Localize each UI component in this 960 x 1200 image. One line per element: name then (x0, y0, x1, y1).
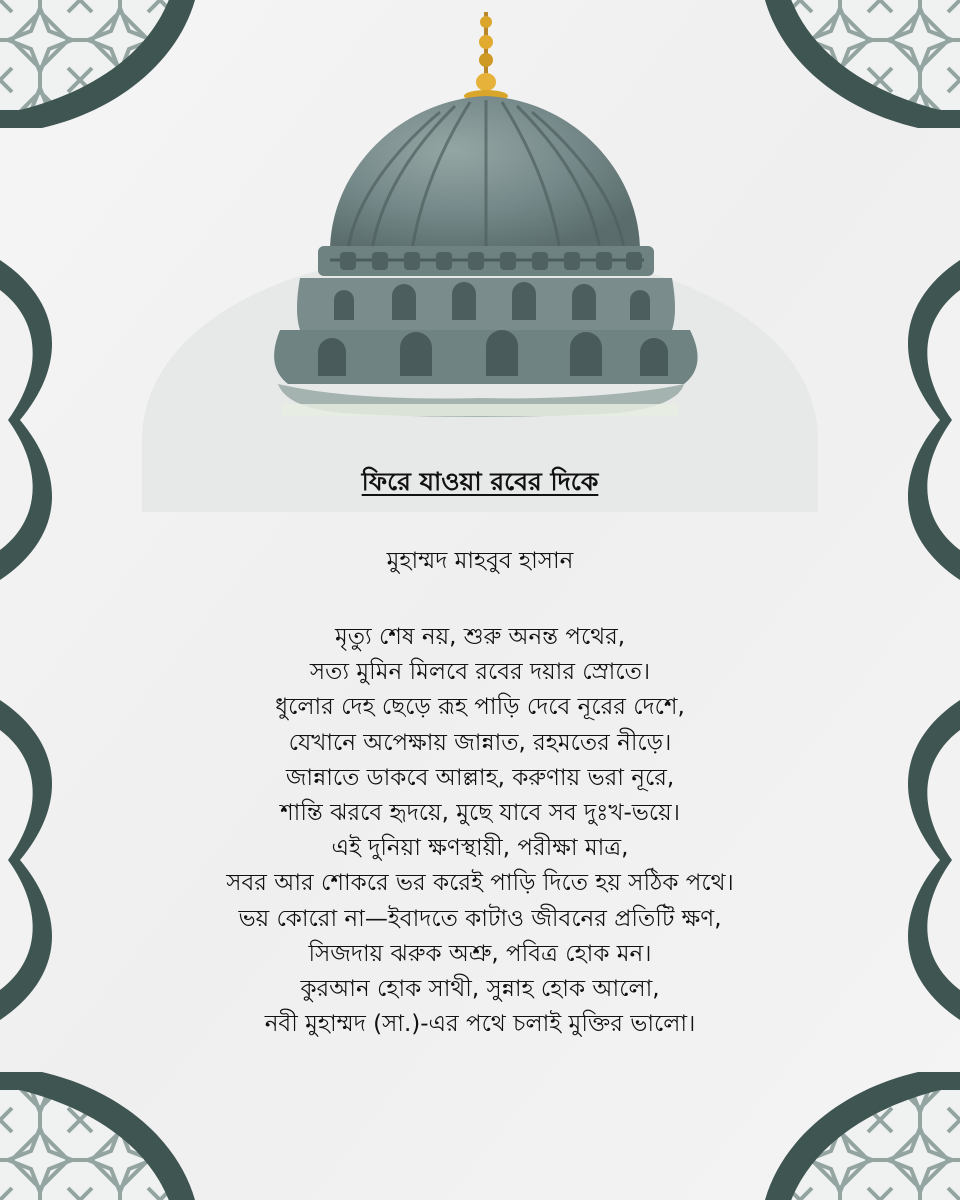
poem-line: কুরআন হোক সাথী, সুন্নাহ হোক আলো, (300, 976, 660, 1003)
poem-line: ধুলোর দেহ ছেড়ে রূহ পাড়ি দেবে নূরের দেশে, (275, 694, 685, 721)
poem-title: ফিরে যাওয়া রবের দিকে (361, 467, 599, 496)
poem-author: মুহাম্মদ মাহবুব হাসান (386, 548, 574, 574)
poem-line: সবর আর শোকরে ভর করেই পাড়ি দিতে হয় সঠিক পথে। (226, 870, 734, 897)
poem-line: ভয় কোরো না—ইবাদতে কাটাও জীবনের প্রতিটি ক্ষণ, (238, 905, 722, 932)
poem-line: জান্নাতে ডাকবে আল্লাহ, করুণায় ভরা নূরে, (285, 764, 675, 791)
poem-line: শান্তি ঝরবে হৃদয়ে, মুছে যাবে সব দুঃখ-ভয়ে। (280, 800, 680, 827)
poem-line: মৃত্যু শেষ নয়, শুরু অনন্ত পথের, (334, 624, 626, 650)
poem-lines (0, 620, 960, 1042)
poem-line: সত্য মুমিন মিলবে রবের দয়ার স্রোতে। (309, 659, 651, 686)
poem-line: এই দুনিয়া ক্ষণস্থায়ী, পরীক্ষা মাত্র, (331, 835, 629, 862)
poem-line: সিজদায় ঝরুক অশ্রু, পবিত্র হোক মন। (308, 940, 652, 967)
poem-line: যেখানে অপেক্ষায় জান্নাত, রহমতের নীড়ে। (288, 729, 672, 756)
poem-line: নবী মুহাম্মদ (সা.)-এর পথে চলাই মুক্তির ভালো। (264, 1011, 696, 1038)
